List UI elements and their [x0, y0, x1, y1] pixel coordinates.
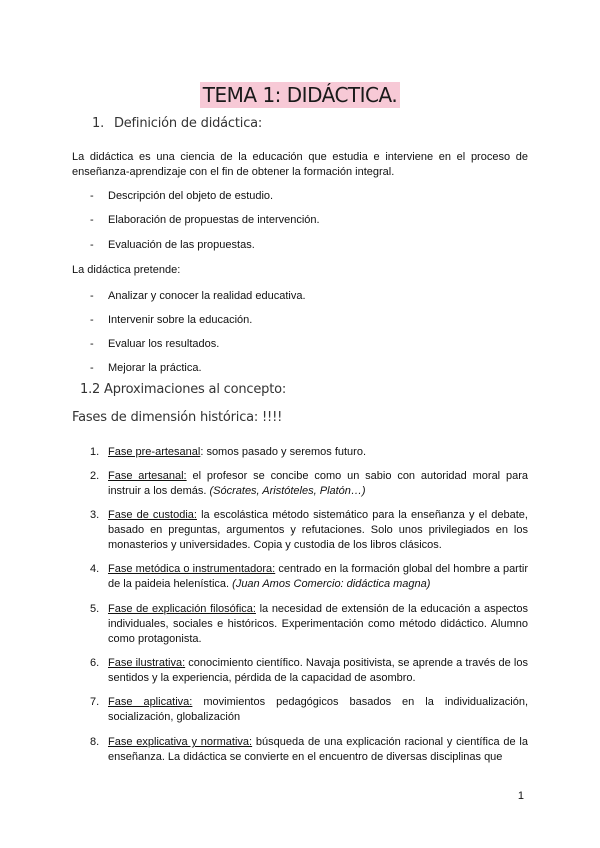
bullet-dash: -: [90, 314, 94, 326]
list-item: [90, 189, 273, 204]
list-item-text: Analizar y conocer la realidad educativa.: [108, 290, 306, 302]
list-item-text: Intervenir sobre la educación.: [108, 314, 253, 326]
fase-number: 2.: [90, 470, 100, 482]
list-item-text: Mejorar la práctica.: [108, 362, 202, 374]
bullet-dash: -: [90, 338, 94, 350]
intro-paragraph: La didáctica es una ciencia de la educación que estudia e interviene en el proceso de enseñanza-aprendizaje con el fin de obtener la formación integral.: [72, 151, 528, 178]
list-item: [90, 313, 252, 328]
fase-item: [90, 562, 528, 592]
page-title: TEMA 1: DIDÁCTICA.: [200, 82, 400, 108]
bullet-dash: -: [90, 214, 94, 226]
list-item: [90, 238, 255, 253]
fase-text: búsqueda de una explicación racional y científica de la enseñanza. La didáctica se convierte en el encuentro de diversas disciplinas que: [108, 736, 528, 763]
fase-number: 7.: [90, 696, 100, 708]
fases-heading: Fases de dimensión histórica: !!!!: [72, 410, 283, 425]
title-wrapper: [0, 82, 600, 108]
fase-text: la escolástica método sistemático para la enseñanza y el debate, basado en preguntas, argumentos y refutaciones. Solo unos privilegiados en los monasterios y universidades. Copia y custodia de los libros clásicos.: [108, 509, 528, 551]
list-item: [90, 361, 202, 376]
section-number: 1.: [92, 116, 105, 131]
fase-text: el profesor se concibe como un sabio con autoridad moral para instruir a los demás.: [108, 470, 528, 497]
fase-text: conocimiento científico. Navaja positivista, se aprende a través de los sentidos y la experiencia, pérdida de la capacidad de asombro.: [108, 657, 528, 684]
fase-label: Fase explicativa y normativa:: [108, 736, 253, 748]
bullet-dash: -: [90, 190, 94, 202]
list-item: [90, 337, 219, 352]
fase-italic: (Juan Amos Comercio: didáctica magna): [232, 578, 431, 590]
fase-text: la necesidad de extensión de la educación a aspectos individuales, sociales e históricos. Experimentación como método didáctico. Alumno como protagonista.: [108, 603, 528, 645]
fase-number: 4.: [90, 563, 100, 575]
fase-text: : somos pasado y seremos futuro.: [200, 446, 367, 458]
page-number: 1: [517, 790, 524, 802]
bullet-dash: -: [90, 239, 94, 251]
section-title: Definición de didáctica:: [113, 116, 263, 131]
list-item-text: Elaboración de propuestas de intervención.: [108, 214, 320, 226]
fase-label: Fase de explicación filosófica:: [108, 603, 256, 615]
fase-item: [90, 695, 528, 725]
section-heading-1: [92, 116, 262, 131]
fase-item: [90, 602, 528, 647]
list-item: [90, 213, 320, 228]
fase-item: [90, 735, 528, 765]
fase-item: [90, 445, 528, 460]
bullet-dash: -: [90, 290, 94, 302]
fase-item: [90, 656, 528, 686]
fase-number: 1.: [90, 446, 100, 458]
fase-number: 5.: [90, 603, 100, 615]
pretende-paragraph: La didáctica pretende:: [72, 264, 181, 276]
fase-label: Fase de custodia:: [108, 509, 197, 521]
list-item-text: Evaluación de las propuestas.: [108, 239, 255, 251]
fase-text: movimientos pedagógicos basados en la individualización, socialización, globalización: [108, 696, 528, 723]
bullet-dash: -: [90, 362, 94, 374]
fase-item: [90, 508, 528, 553]
fase-label: Fase metódica o instrumentadora:: [108, 563, 276, 575]
fase-label: Fase aplicativa:: [108, 696, 193, 708]
fase-label: Fase ilustrativa:: [108, 657, 186, 669]
section-heading-1-2: 1.2 Aproximaciones al concepto:: [80, 382, 287, 397]
fase-text: centrado en la formación global del hombre a partir de la paideia helenística.: [108, 563, 529, 590]
list-item: [90, 289, 306, 304]
list-item-text: Evaluar los resultados.: [108, 338, 220, 350]
list-item-text: Descripción del objeto de estudio.: [108, 190, 274, 202]
fase-number: 8.: [90, 736, 100, 748]
fase-number: 3.: [90, 509, 100, 521]
fase-label: Fase pre-artesanal: [108, 446, 201, 458]
fase-label: Fase artesanal:: [108, 470, 187, 482]
fase-italic: (Sócrates, Aristóteles, Platón…): [209, 485, 366, 497]
fase-item: [90, 469, 528, 499]
fase-number: 6.: [90, 657, 100, 669]
